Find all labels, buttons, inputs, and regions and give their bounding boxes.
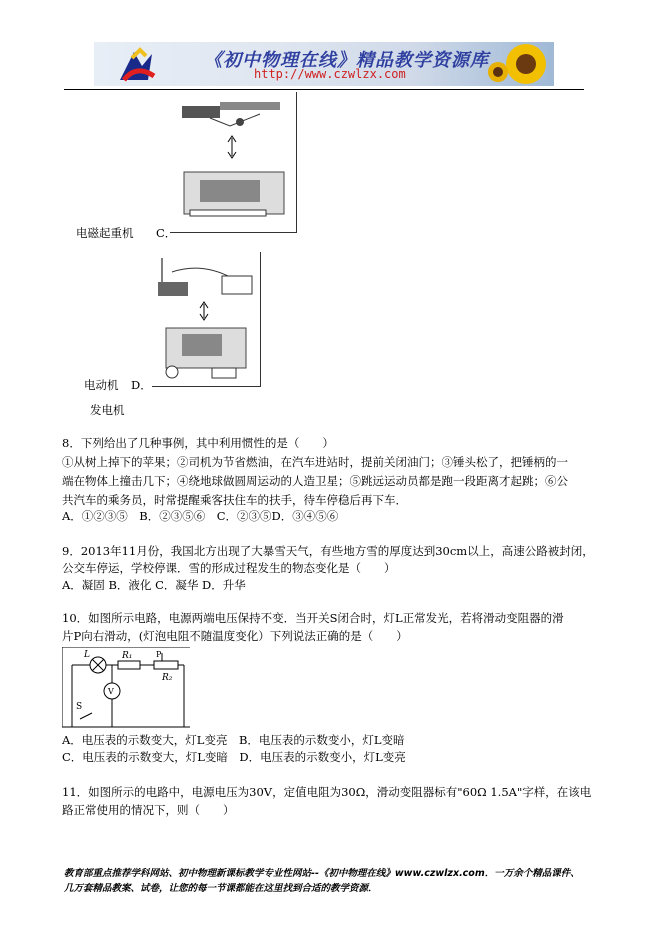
option-d-label: 电动机 bbox=[84, 378, 119, 392]
option-d-letter: D． bbox=[131, 378, 152, 392]
sunflower-icon bbox=[486, 42, 554, 86]
circuit-label-P: P bbox=[156, 650, 162, 659]
q9-options: A．凝固 B．液化 C．凝华 D．升华 bbox=[62, 578, 246, 592]
option-c-label: 电磁起重机 bbox=[76, 226, 134, 240]
footer-line2: 几万套精品教案、试卷，让您的每一节课都能在这里找到合适的教学资源． bbox=[64, 883, 378, 894]
circuit-diagram bbox=[62, 647, 192, 729]
page-footer bbox=[64, 866, 624, 896]
q8-line1: ①从树上掉下的苹果；②司机为节省燃油，在汽车进站时，提前关闭油门；③锤头松了，把锤柄的一 bbox=[62, 455, 568, 469]
q10-options-cd: C．电压表的示数变大，灯L变暗 D．电压表的示数变小，灯L变亮 bbox=[62, 750, 406, 764]
footer-line1: 教育部重点推荐学科网站、初中物理新课标教学专业性网站--《初中物理在线》www.czwlzx.com．一万余个精品课件、 bbox=[64, 868, 580, 879]
electromagnet-crane-illustration bbox=[170, 92, 296, 232]
circuit-label-L: L bbox=[84, 650, 90, 660]
figure-option-d bbox=[152, 252, 261, 387]
q10-options-ab: A．电压表的示数变大，灯L变亮 B．电压表的示数变小，灯L变暗 bbox=[62, 733, 405, 747]
circuit-label-S: S bbox=[76, 702, 83, 712]
header-rule bbox=[64, 89, 584, 90]
q11-line1: 11．如图所示的电路中，电源电压为30V，定值电阻为30Ω，滑动变阻器标有"60Ω 1.5A"字样，在该电 bbox=[62, 785, 592, 799]
q8-line2: 端在物体上撞击几下；④绕地球做圆周运动的人造卫星；⑤跳远运动员都是跑一段距离才起跳；⑥公 bbox=[62, 474, 568, 488]
figure-option-c bbox=[170, 92, 297, 233]
circuit-label-V: V bbox=[108, 687, 114, 696]
q10-line1: 10．如图所示电路，电源两端电压保持不变．当开关S闭合时，灯L正常发光，若将滑动变阻器的滑 bbox=[62, 611, 564, 625]
motor-generator-illustration bbox=[152, 252, 260, 386]
q8-options: A．①②③⑤ B．②③⑤⑥ C．②③⑤D．③④⑤⑥ bbox=[62, 509, 339, 523]
q10-line2: 片P向右滑动，(灯泡电阻不随温度变化）下列说法正确的是（ ） bbox=[62, 629, 408, 643]
circuit-label-R1: R₁ bbox=[122, 651, 133, 661]
header-title: 《初中物理在线》精品教学资源库 bbox=[204, 50, 489, 71]
q9-line2: 公交车停运，学校停课．雪的形成过程发生的物态变化是（ ） bbox=[62, 561, 396, 575]
option-d-sublabel: 发电机 bbox=[90, 403, 125, 417]
q11-line2: 路正常使用的情况下，则（ ） bbox=[62, 803, 235, 817]
circuit-label-R2: R₂ bbox=[162, 673, 173, 683]
q8-line3: 共汽车的乘务员，时常提醒乘客扶住车的扶手，待车停稳后再下车． bbox=[62, 493, 407, 507]
header-banner bbox=[94, 42, 554, 86]
q9-line1: 9．2013年11月份，我国北方出现了大暴雪天气，有些地方雪的厚度达到30cm以上，高速公路被封闭， bbox=[62, 544, 594, 558]
option-c-letter: C． bbox=[156, 226, 177, 240]
logo-icon bbox=[112, 46, 162, 84]
header-url[interactable]: http://www.czwlzx.com bbox=[254, 67, 406, 81]
q8-stem: 8．下列给出了几种事例，其中利用惯性的是（ ） bbox=[62, 436, 334, 450]
